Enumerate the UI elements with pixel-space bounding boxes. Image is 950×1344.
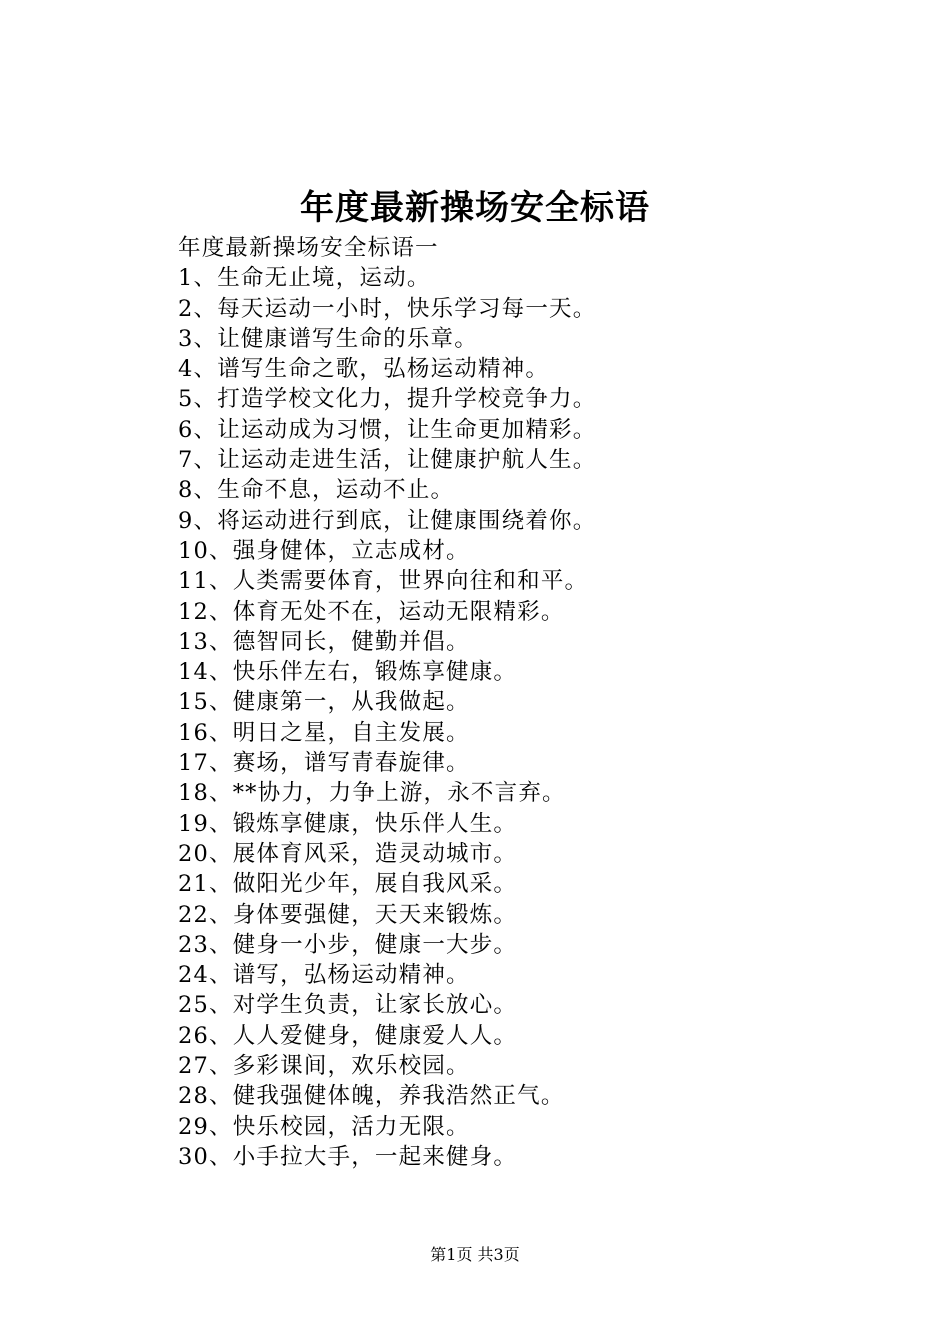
slogan-item: 23、健身一小步，健康一大步。 [178,931,518,958]
slogan-item: 13、德智同长，健勤并倡。 [178,628,470,655]
document-body [178,233,838,1172]
slogan-item: 20、展体育风采，造灵动城市。 [178,840,518,867]
slogan-item: 6、让运动成为习惯，让生命更加精彩。 [178,416,597,443]
slogan-item: 29、快乐校园，活力无限。 [178,1113,470,1140]
slogan-item: 16、明日之星，自主发展。 [178,719,470,746]
slogan-item: 1、生命无止境，运动。 [178,265,431,292]
slogan-item: 12、体育无处不在，运动无限精彩。 [178,598,565,625]
slogan-item: 17、赛场，谱写青春旋律。 [178,750,470,777]
slogan-item: 22、身体要强健，天天来锻炼。 [178,901,518,928]
slogan-item: 3、让健康谱写生命的乐章。 [178,325,478,352]
slogan-item: 5、打造学校文化力，提升学校竞争力。 [178,386,597,413]
slogan-item: 19、锻炼享健康，快乐伴人生。 [178,810,518,837]
slogan-item: 21、做阳光少年，展自我风采。 [178,871,518,898]
slogan-item: 15、健康第一，从我做起。 [178,689,470,716]
slogan-item: 30、小手拉大手，一起来健身。 [178,1143,518,1170]
slogan-item: 9、将运动进行到底，让健康围绕着你。 [178,507,597,534]
slogan-item: 8、生命不息，运动不止。 [178,477,455,504]
slogan-item: 11、人类需要体育，世界向往和和平。 [178,568,589,595]
slogan-item: 27、多彩课间，欢乐校园。 [178,1053,470,1080]
slogan-item: 10、强身健体，立志成材。 [178,537,470,564]
document-title: 年度最新操场安全标语 [300,188,650,228]
slogan-item: 7、让运动走进生活，让健康护航人生。 [178,447,597,474]
slogan-item: 14、快乐伴左右，锻炼享健康。 [178,659,518,686]
slogan-item: 26、人人爱健身，健康爱人人。 [178,1022,518,1049]
slogan-item: 18、**协力，力争上游，永不言弃。 [178,780,566,807]
section-subtitle: 年度最新操场安全标语一 [178,235,439,261]
slogan-item: 28、健我强健体魄，养我浩然正气。 [178,1083,565,1110]
slogan-item: 4、谱写生命之歌，弘杨运动精神。 [178,356,550,383]
page-number-footer: 第1页 共3页 [430,1245,520,1264]
slogan-item: 24、谱写，弘杨运动精神。 [178,962,470,989]
slogan-item: 2、每天运动一小时，快乐学习每一天。 [178,295,597,322]
slogan-item: 25、对学生负责，让家长放心。 [178,992,518,1019]
